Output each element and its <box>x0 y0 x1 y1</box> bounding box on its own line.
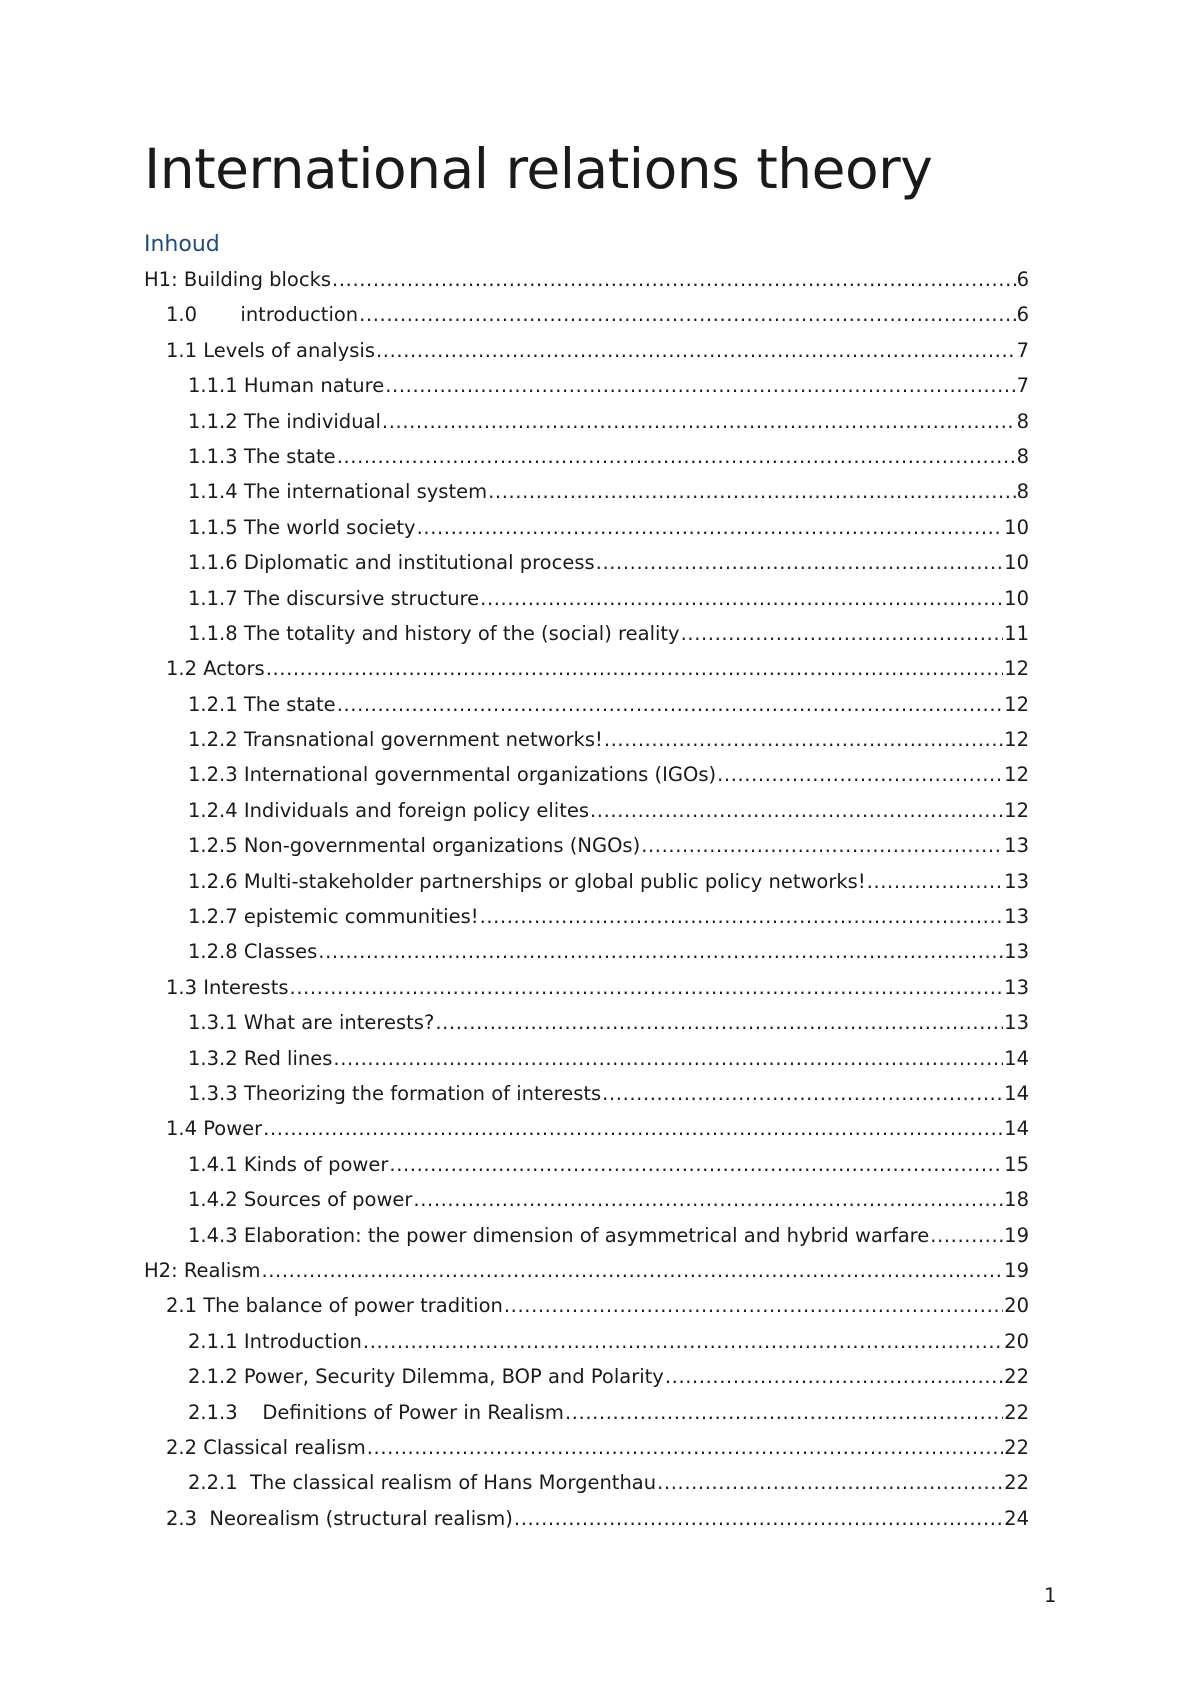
toc-entry-label: 1.4 Power <box>166 1117 263 1141</box>
toc-entry[interactable] <box>144 616 1029 651</box>
toc-entry[interactable] <box>144 934 1029 969</box>
toc-entry[interactable] <box>144 1430 1029 1465</box>
toc-entry-label: 2.1.2 Power, Security Dilemma, BOP and Polarity <box>188 1365 664 1389</box>
toc-dot-leader <box>417 510 1004 545</box>
toc-entry-label: 1.1.7 The discursive structure <box>188 586 480 610</box>
toc-entry[interactable] <box>144 1288 1029 1323</box>
toc-dot-leader <box>359 297 1015 332</box>
toc-entry-label: 1.2.2 Transnational government networks! <box>188 728 603 752</box>
toc-entry[interactable] <box>144 1465 1029 1500</box>
toc-entry-page: 12 <box>1004 798 1029 822</box>
toc-dot-leader <box>590 793 1003 828</box>
toc-entry-label: 1.2.6 Multi-stakeholder partnerships or global public policy networks! <box>188 869 866 893</box>
toc-entry-page: 6 <box>1016 303 1029 327</box>
toc-entry[interactable] <box>144 899 1029 934</box>
toc-entry-page: 10 <box>1004 551 1029 575</box>
toc-entry[interactable] <box>144 1218 1029 1253</box>
toc-entry-page: 19 <box>1004 1258 1029 1282</box>
toc-dot-leader <box>930 1218 1003 1253</box>
toc-entry-page: 14 <box>1004 1117 1029 1141</box>
toc-entry-page: 7 <box>1016 338 1029 362</box>
toc-dot-leader <box>717 757 1003 792</box>
toc-entry-page: 8 <box>1016 444 1029 468</box>
toc-entry[interactable] <box>144 1005 1029 1040</box>
toc-dot-leader <box>333 1041 1003 1076</box>
toc-entry[interactable] <box>144 970 1029 1005</box>
toc-entry-label: 1.2.4 Individuals and foreign policy elites <box>188 798 589 822</box>
toc-entry[interactable] <box>144 262 1029 297</box>
toc-dot-leader <box>318 934 1003 969</box>
toc-entry[interactable] <box>144 1076 1029 1111</box>
toc-entry-page: 20 <box>1004 1329 1029 1353</box>
toc-entry-page: 24 <box>1004 1506 1029 1530</box>
toc-dot-leader <box>332 262 1016 297</box>
toc-dot-leader <box>596 545 1004 580</box>
toc-dot-leader <box>480 581 1003 616</box>
toc-entry-page: 7 <box>1016 374 1029 398</box>
toc-entry-label: 2.3 Neorealism (structural realism) <box>166 1506 513 1530</box>
toc-entry[interactable] <box>144 545 1029 580</box>
toc-entry-label: 1.1.1 Human nature <box>188 374 385 398</box>
toc-entry-label: 2.2.1 The classical realism of Hans Morgenthau <box>188 1471 657 1495</box>
toc-dot-leader <box>641 828 1003 863</box>
toc-dot-leader <box>263 1111 1003 1146</box>
toc-dot-leader <box>367 1430 1003 1465</box>
toc-entry[interactable] <box>144 1395 1029 1430</box>
toc-entry[interactable] <box>144 1253 1029 1288</box>
toc-dot-leader <box>261 1253 1003 1288</box>
toc-dot-leader <box>290 970 1004 1005</box>
toc-entry-page: 12 <box>1004 728 1029 752</box>
toc-entry[interactable] <box>144 1111 1029 1146</box>
toc-entry-label: 1.2.8 Classes <box>188 940 318 964</box>
toc-entry-page: 14 <box>1004 1081 1029 1105</box>
toc-entry-page: 22 <box>1004 1365 1029 1389</box>
toc-entry-page: 12 <box>1004 692 1029 716</box>
toc-dot-leader <box>514 1501 1003 1536</box>
toc-entry[interactable] <box>144 1501 1029 1536</box>
toc-dot-leader <box>867 864 1004 899</box>
toc-entry-page: 8 <box>1016 480 1029 504</box>
toc-entry-label: 1.2.7 epistemic communities! <box>188 905 479 929</box>
toc-entry-label: 1.1.4 The international system <box>188 480 488 504</box>
toc-entry[interactable] <box>144 1147 1029 1182</box>
toc-entry-label: H1: Building blocks <box>144 268 332 291</box>
toc-entry[interactable] <box>144 1041 1029 1076</box>
toc-entry-label: 2.1.3 Definitions of Power in Realism <box>188 1400 564 1424</box>
toc-entry-label: 1.1.8 The totality and history of the (social) reality <box>188 621 680 645</box>
toc-entry[interactable] <box>144 722 1029 757</box>
toc-entry-label: 1.1.2 The individual <box>188 409 381 433</box>
toc-dot-leader <box>604 722 1003 757</box>
toc-entry-label: 1.2.1 The state <box>188 692 336 716</box>
toc-entry[interactable] <box>144 793 1029 828</box>
toc-entry-page: 10 <box>1004 586 1029 610</box>
toc-entry-page: 13 <box>1004 834 1029 858</box>
toc-entry-page: 12 <box>1004 657 1029 681</box>
toc-entry[interactable] <box>144 1324 1029 1359</box>
toc-entry[interactable] <box>144 1182 1029 1217</box>
toc-entry-label: 2.1 The balance of power tradition <box>166 1294 503 1318</box>
toc-dot-leader <box>376 333 1016 368</box>
toc-entry-label: 2.2 Classical realism <box>166 1435 366 1459</box>
toc-entry[interactable] <box>144 757 1029 792</box>
toc-entry[interactable] <box>144 404 1029 439</box>
toc-dot-leader <box>602 1076 1003 1111</box>
toc-dot-leader <box>337 687 1003 722</box>
toc-entry-page: 13 <box>1004 905 1029 929</box>
toc-entry[interactable] <box>144 828 1029 863</box>
toc-entry[interactable] <box>144 581 1029 616</box>
toc-entry[interactable] <box>144 510 1029 545</box>
toc-entry-label: 1.1.6 Diplomatic and institutional process <box>188 551 595 575</box>
toc-dot-leader <box>504 1288 1003 1323</box>
toc-entry-label: H2: Realism <box>144 1258 261 1282</box>
toc-entry[interactable] <box>144 864 1029 899</box>
toc-entry[interactable] <box>144 439 1029 474</box>
toc-entry-label: 1.4.3 Elaboration: the power dimension of asymmetrical and hybrid warfare <box>188 1223 930 1247</box>
toc-entry-label: 1.3 Interests <box>166 975 289 999</box>
toc-entry-page: 22 <box>1004 1471 1029 1495</box>
toc-entry-page: 10 <box>1004 515 1029 539</box>
toc-entry-label: 1.0 introduction <box>166 303 359 327</box>
toc-entry[interactable] <box>144 687 1029 722</box>
page-number: 1 <box>1044 1584 1057 1607</box>
toc-dot-leader <box>389 1147 1003 1182</box>
toc-entry-page: 13 <box>1004 869 1029 893</box>
toc-dot-leader <box>413 1182 1003 1217</box>
document-title: International relations theory <box>144 137 933 201</box>
toc-entry[interactable] <box>144 474 1029 509</box>
toc-dot-leader <box>681 616 1004 651</box>
toc-entry-label: 1.1 Levels of analysis <box>166 338 375 362</box>
toc-dot-leader <box>488 474 1015 509</box>
toc-dot-leader <box>435 1005 1003 1040</box>
toc-entry-label: 1.3.3 Theorizing the formation of interests <box>188 1081 602 1105</box>
toc-entry-label: 1.2.3 International governmental organizations (IGOs) <box>188 763 717 787</box>
toc-entry-page: 20 <box>1004 1294 1029 1318</box>
toc-dot-leader <box>363 1324 1003 1359</box>
toc-entry[interactable] <box>144 651 1029 686</box>
toc-entry-label: 1.1.3 The state <box>188 444 336 468</box>
toc-entry-label: 1.4.1 Kinds of power <box>188 1152 389 1176</box>
toc-entry-page: 13 <box>1004 975 1029 999</box>
toc-entry-page: 14 <box>1004 1046 1029 1070</box>
toc-dot-leader <box>665 1359 1003 1394</box>
toc-entry-label: 2.1.1 Introduction <box>188 1329 362 1353</box>
toc-dot-leader <box>382 404 1016 439</box>
toc-entry-page: 6 <box>1016 268 1029 291</box>
toc-entry-page: 13 <box>1004 1011 1029 1035</box>
toc-dot-leader <box>266 651 1003 686</box>
toc-entry-page: 13 <box>1004 940 1029 964</box>
toc-entry-page: 18 <box>1004 1188 1029 1212</box>
toc-dot-leader <box>565 1395 1003 1430</box>
toc-entry-label: 1.4.2 Sources of power <box>188 1188 413 1212</box>
toc-entry-label: 1.2.5 Non-governmental organizations (NGOs) <box>188 834 641 858</box>
toc-dot-leader <box>657 1465 1003 1500</box>
toc-entry-page: 19 <box>1004 1223 1029 1247</box>
toc-entry-label: 1.2 Actors <box>166 657 265 681</box>
toc-dot-leader <box>385 368 1015 403</box>
toc-entry-page: 15 <box>1004 1152 1029 1176</box>
toc-entry[interactable] <box>144 1359 1029 1394</box>
toc-dot-leader <box>337 439 1016 474</box>
toc-entry-page: 12 <box>1004 763 1029 787</box>
toc-entry-page: 8 <box>1016 409 1029 433</box>
toc-entry-label: 1.3.1 What are interests? <box>188 1011 435 1035</box>
toc-entry[interactable] <box>144 297 1029 332</box>
toc-entry[interactable] <box>144 333 1029 368</box>
toc-entry-page: 22 <box>1004 1400 1029 1424</box>
toc-dot-leader <box>480 899 1004 934</box>
toc-entry-page: 22 <box>1004 1435 1029 1459</box>
toc-entry[interactable] <box>144 368 1029 403</box>
toc-entry-label: 1.3.2 Red lines <box>188 1046 333 1070</box>
toc-entry-page: 11 <box>1004 621 1029 645</box>
toc-entry-label: 1.1.5 The world society <box>188 515 416 539</box>
toc-heading: Inhoud <box>144 232 220 257</box>
table-of-contents <box>144 262 1029 1536</box>
